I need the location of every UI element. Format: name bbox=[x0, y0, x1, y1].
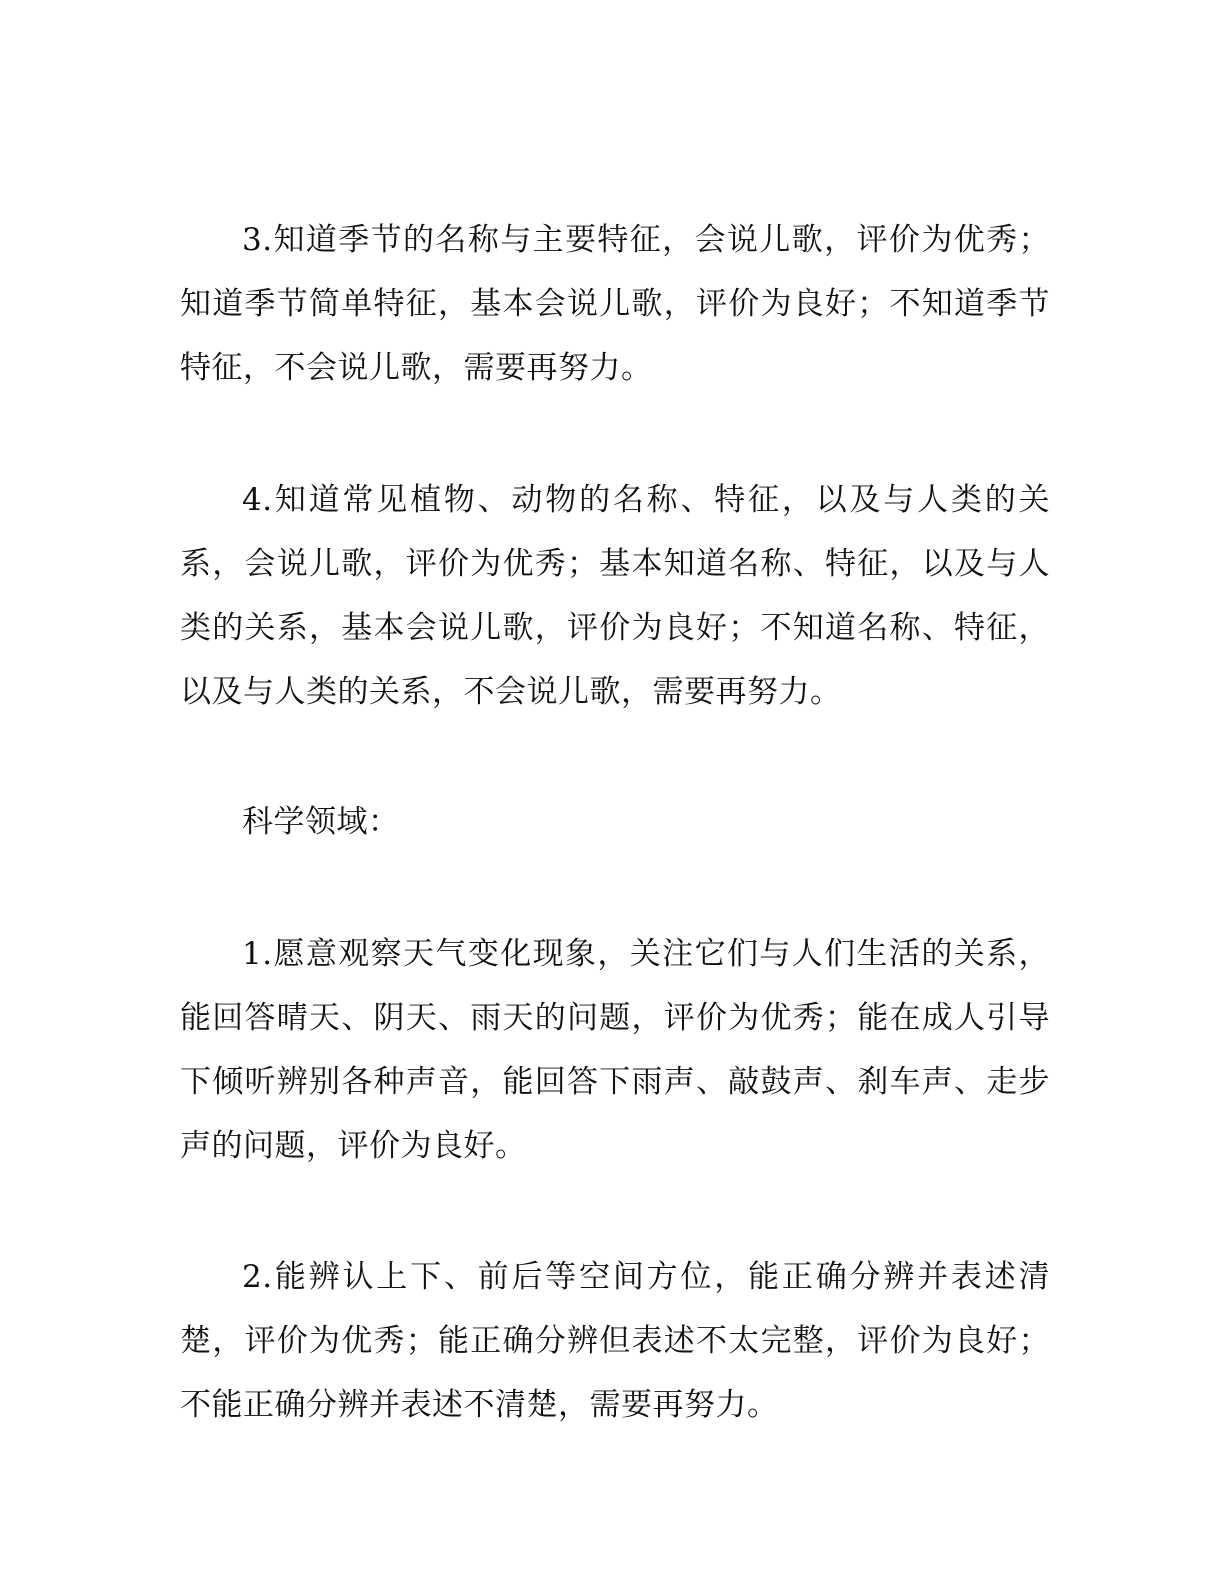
section-heading-science: 科学领域： bbox=[242, 804, 400, 840]
paragraph-item-2-spatial-orientation: 2.能辨认上下、前后等空间方位，能正确分辨并表述清楚，评价为优秀；能正确分辨但表述不太完整，评价为良好；不能正确分辨并表述不清楚，需要再努力。 bbox=[180, 1259, 1050, 1423]
paragraph-item-4-plants-animals: 4.知道常见植物、动物的名称、特征，以及与人类的关系，会说儿歌，评价为优秀；基本知道名称、特征，以及与人类的关系，基本会说儿歌，评价为良好；不知道名称、特征，以及与人类的关系，不会说儿歌，需要再努力。 bbox=[180, 482, 1050, 710]
paragraph-item-1-weather: 1.愿意观察天气变化现象，关注它们与人们生活的关系，能回答晴天、阴天、雨天的问题，评价为优秀；能在成人引导下倾听辨别各种声音，能回答下雨声、敲鼓声、刹车声、走步声的问题，评价为良好。 bbox=[180, 936, 1050, 1164]
paragraph-item-3-season: 3.知道季节的名称与主要特征，会说儿歌，评价为优秀；知道季节简单特征，基本会说儿歌，评价为良好；不知道季节特征，不会说儿歌，需要再努力。 bbox=[180, 222, 1050, 386]
document-body bbox=[180, 208, 1050, 1437]
